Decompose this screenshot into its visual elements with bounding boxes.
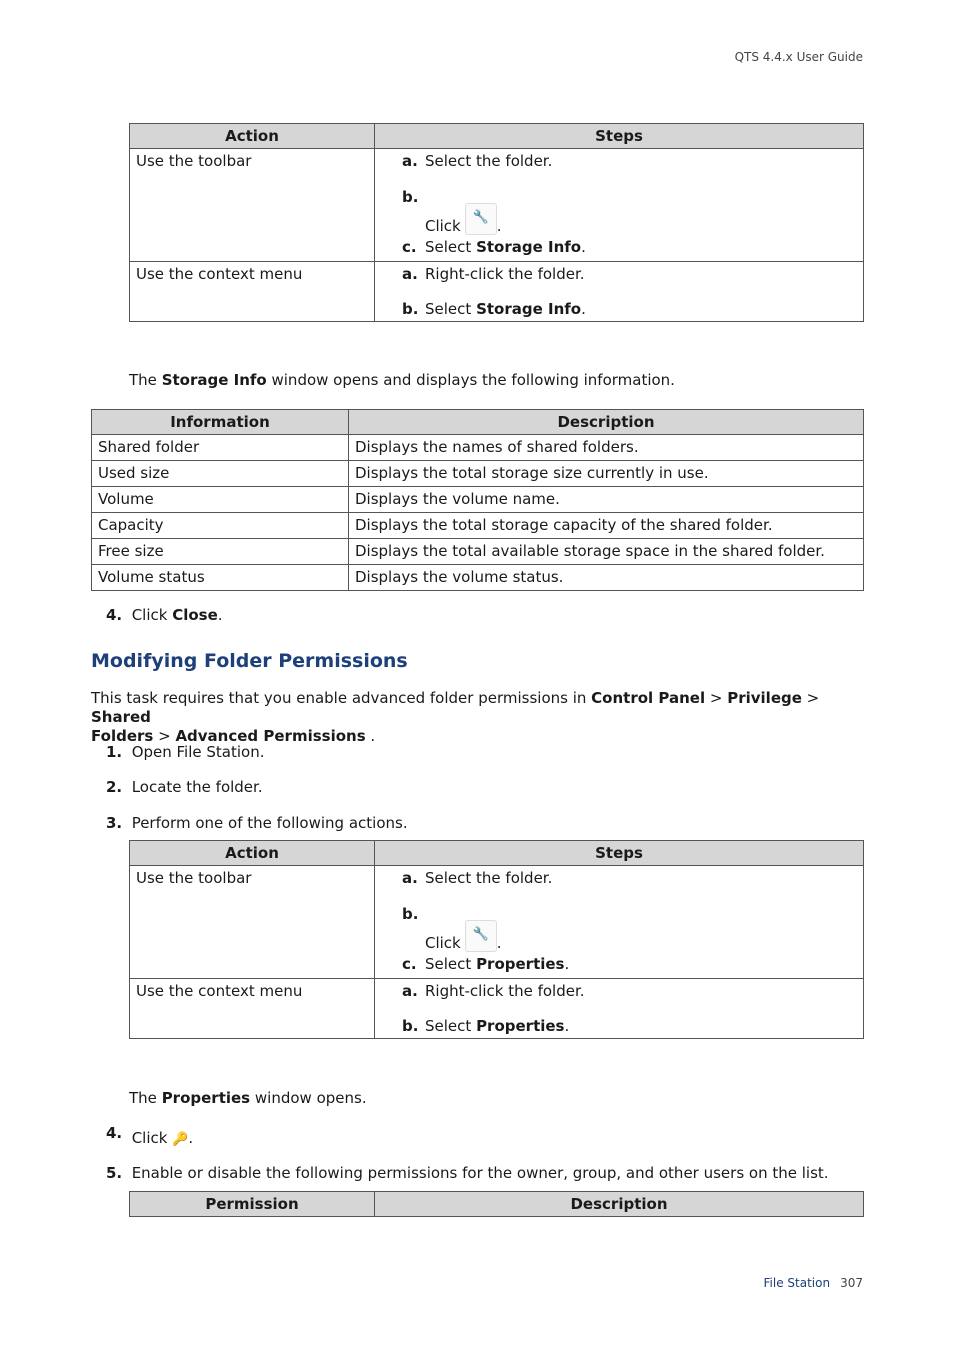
column-header-steps: Steps: [375, 841, 864, 866]
table-row: [130, 979, 864, 1039]
step-click-key: 4. Click 🔑.: [106, 1124, 194, 1147]
table-row: Volume Displays the volume name.: [92, 487, 864, 513]
step-perform: 3. Perform one of the following actions.: [106, 814, 408, 832]
step-item: b. Click 🔧 .: [402, 905, 502, 952]
table-row: Shared folder Displays the names of shared folders.: [92, 435, 864, 461]
table-row: Volume status Displays the volume status.: [92, 565, 864, 591]
step-item: a. Select the folder.: [402, 152, 553, 170]
wrench-icon: 🔧: [465, 920, 497, 952]
section-title: Modifying Folder Permissions: [91, 650, 408, 672]
storage-info-intro: The Storage Info window opens and displays the following information.: [129, 371, 675, 389]
step-open: 1. Open File Station.: [106, 743, 265, 761]
step-item: b. Select Storage Info.: [402, 300, 586, 318]
action-cell: Use the context menu: [130, 262, 375, 322]
page-number: 307: [840, 1276, 863, 1290]
step-item: a. Right-click the folder.: [402, 982, 585, 1000]
step-item: a. Right-click the folder.: [402, 265, 585, 283]
guide-title: QTS 4.4.x User Guide: [734, 50, 863, 64]
steps-cell: [375, 262, 864, 322]
step-item: b. Select Properties.: [402, 1017, 570, 1035]
storage-info-table: [91, 409, 864, 591]
column-header-permission: Permission: [130, 1192, 375, 1217]
properties-actions-table: [129, 840, 864, 1039]
column-header-description: Description: [375, 1192, 864, 1217]
action-cell: Use the context menu: [130, 979, 375, 1039]
key-icon: 🔑: [172, 1132, 189, 1147]
storage-info-actions-table: [129, 123, 864, 322]
table-row: [130, 262, 864, 322]
table-row: Used size Displays the total storage size currently in use.: [92, 461, 864, 487]
properties-intro: The Properties window opens.: [129, 1089, 367, 1107]
steps-cell: [375, 979, 864, 1039]
steps-cell: [375, 149, 864, 262]
action-cell: Use the toolbar: [130, 866, 375, 979]
column-header-description: Description: [349, 410, 864, 435]
step-item: c. Select Properties.: [402, 955, 570, 973]
page-footer: [764, 1276, 863, 1290]
table-row: Capacity Displays the total storage capacity of the shared folder.: [92, 513, 864, 539]
column-header-steps: Steps: [375, 124, 864, 149]
wrench-icon: 🔧: [465, 203, 497, 235]
step-item: a. Select the folder.: [402, 869, 553, 887]
step-enable-permissions: 5. Enable or disable the following permissions for the owner, group, and other users on the list.: [106, 1164, 829, 1182]
step-item: c. Select Storage Info.: [402, 238, 586, 256]
step-item: b. Click 🔧 .: [402, 188, 502, 235]
action-cell: Use the toolbar: [130, 149, 375, 262]
column-header-information: Information: [92, 410, 349, 435]
step-close: 4. Click Close.: [106, 606, 223, 624]
table-row: [130, 149, 864, 262]
steps-cell: [375, 866, 864, 979]
footer-section: File Station: [763, 1276, 831, 1290]
step-locate: 2. Locate the folder.: [106, 778, 263, 796]
permissions-table: [129, 1191, 864, 1217]
table-row: Free size Displays the total available storage space in the shared folder.: [92, 539, 864, 565]
section-intro: This task requires that you enable advanced folder permissions in Control Panel > Privilege > Shared Folders > Advanced Permissions .: [91, 689, 820, 745]
table-row: [130, 866, 864, 979]
column-header-action: Action: [130, 124, 375, 149]
column-header-action: Action: [130, 841, 375, 866]
